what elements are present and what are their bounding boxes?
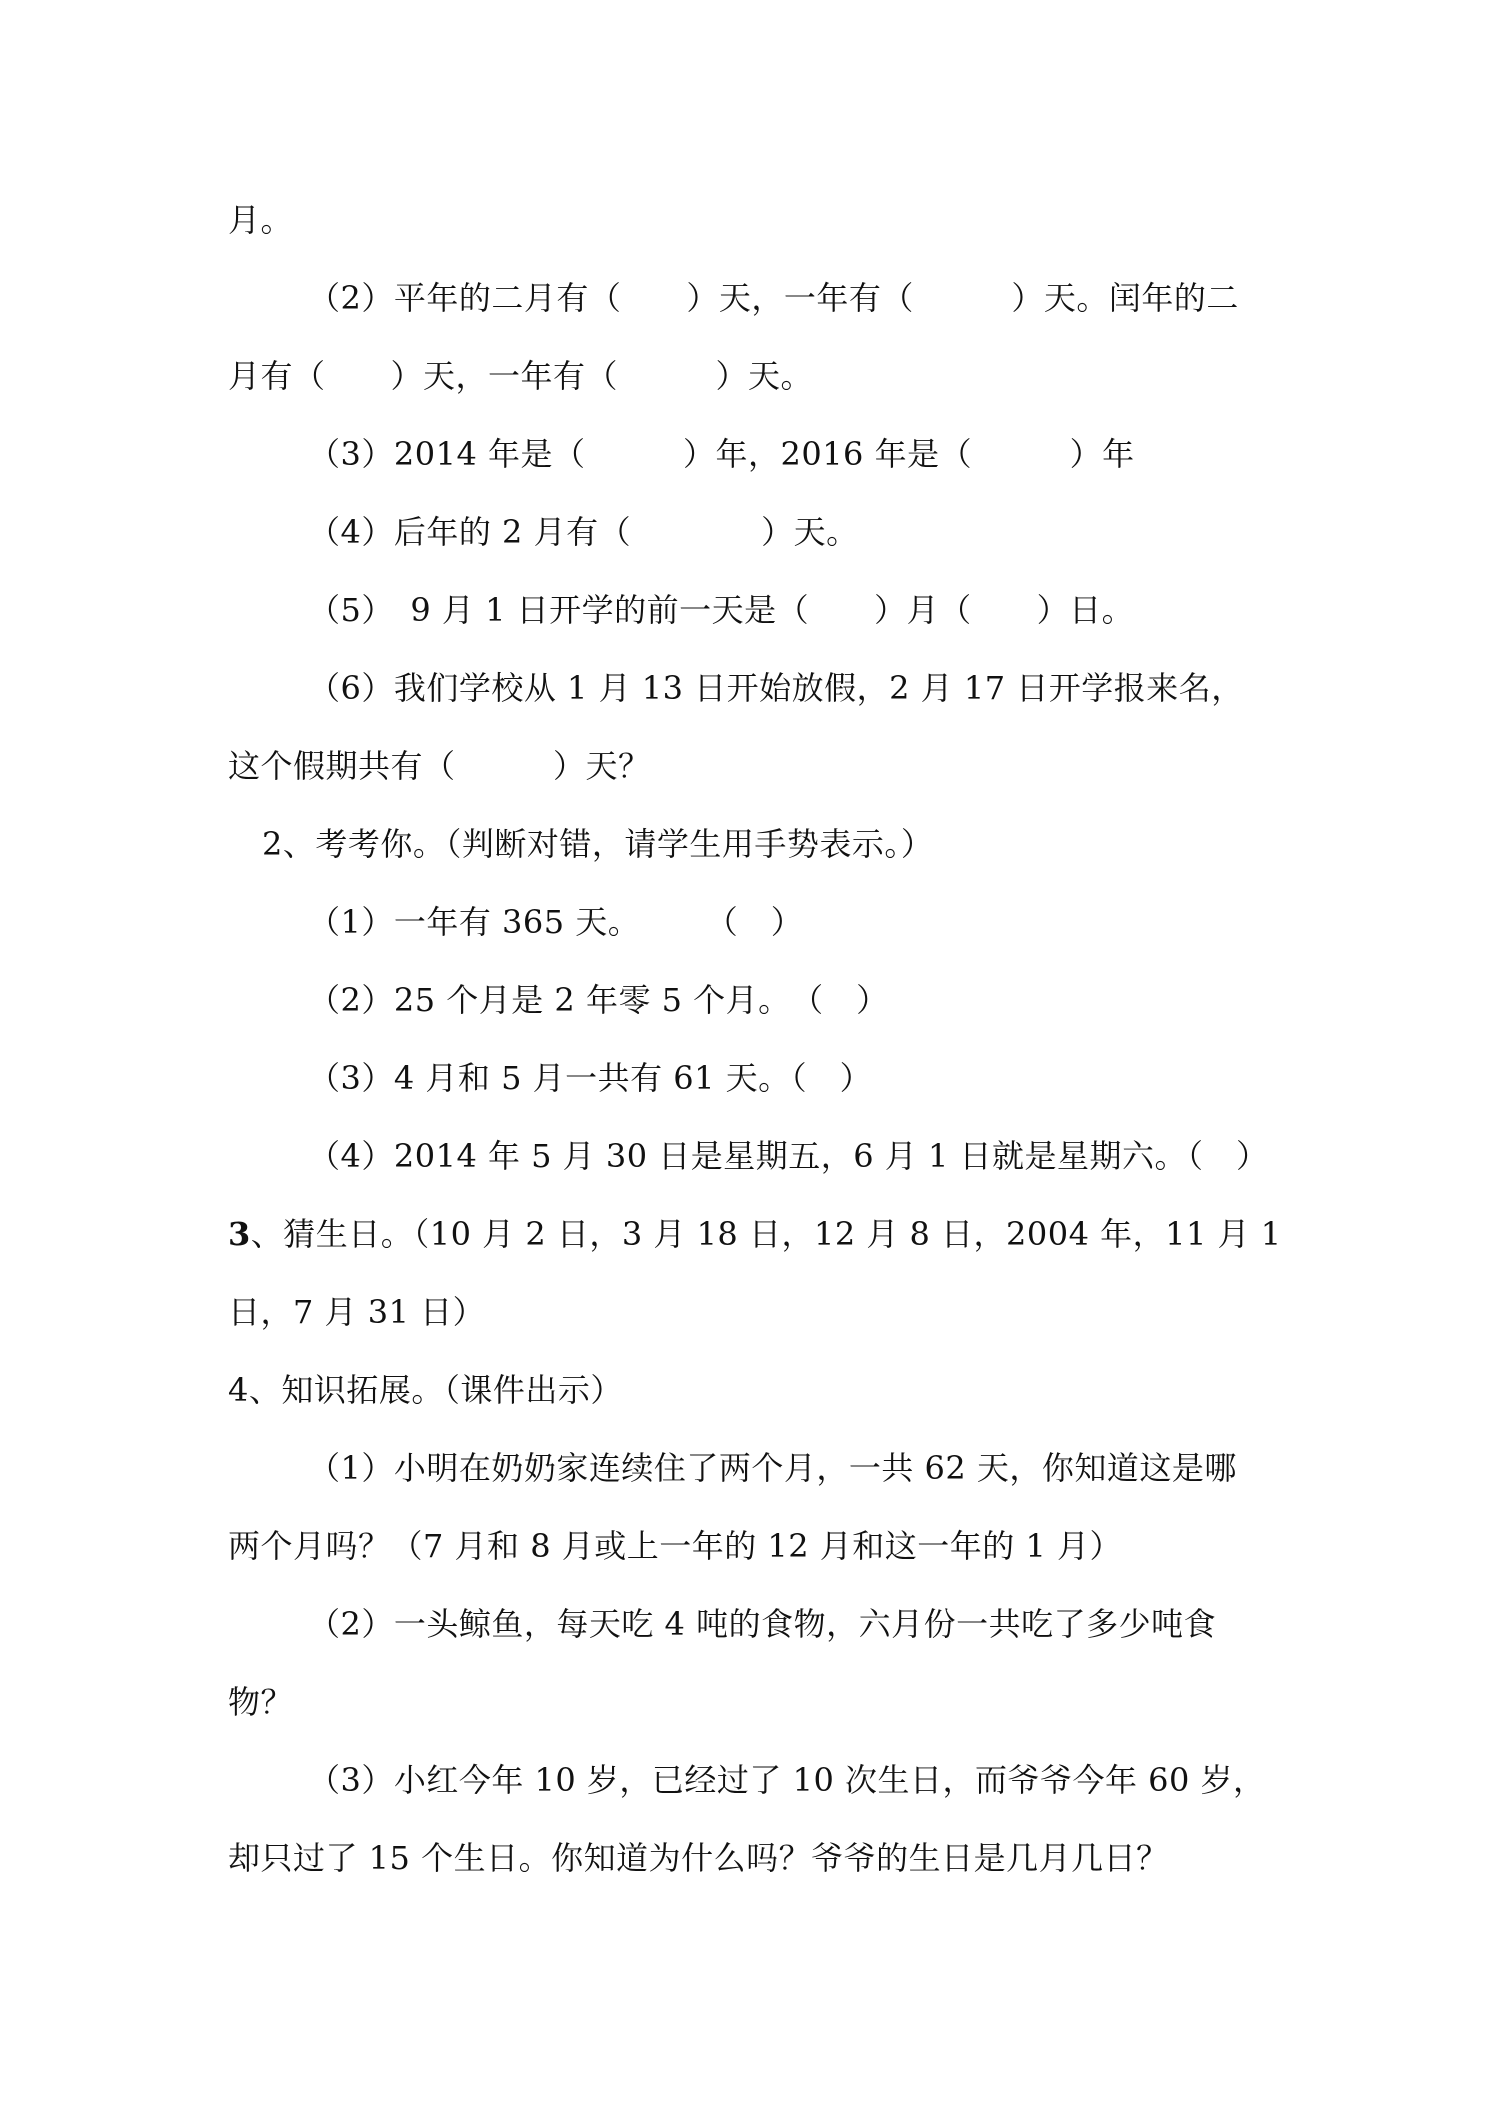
question-1-2-line-2: 月有（ ）天，一年有（ ）天。: [228, 357, 814, 395]
section-4-heading: 4、知识拓展。（课件出示）: [228, 1371, 623, 1409]
question-1-6-line-2: 这个假期共有（ ）天？: [228, 747, 651, 785]
section-2-heading: 2、考考你。（判断对错，请学生用手势表示。）: [262, 825, 934, 863]
text-line-month-end: 月。: [228, 201, 294, 239]
question-4-2-line-2: 物？: [228, 1683, 294, 1721]
question-1-4: （4）后年的 2 月有（ ）天。: [308, 513, 859, 551]
question-1-2-line-1: （2）平年的二月有（ ）天，一年有（ ）天。闰年的二: [308, 279, 1239, 317]
question-2-1: （1）一年有 365 天。 （ ）: [308, 903, 804, 941]
section-3-heading-line-2: 日，7 月 31 日）: [228, 1293, 486, 1331]
section-3-text: 、猜生日。（10 月 2 日，3 月 18 日，12 月 8 日，2004 年，11 月 1: [250, 1215, 1282, 1253]
question-2-2: （2）25 个月是 2 年零 5 个月。 （ ）: [308, 981, 889, 1019]
question-2-4: （4）2014 年 5 月 30 日是星期五，6 月 1 日就是星期六。（ ）: [308, 1137, 1269, 1175]
question-1-3: （3）2014 年是（ ）年，2016 年是（ ）年: [308, 435, 1135, 473]
question-4-1-line-1: （1）小明在奶奶家连续住了两个月，一共 62 天，你知道这是哪: [308, 1449, 1237, 1487]
question-4-1-line-2: 两个月吗？（7 月和 8 月或上一年的 12 月和这一年的 1 月）: [228, 1527, 1123, 1565]
question-1-5: （5） 9 月 1 日开学的前一天是（ ）月（ ）日。: [308, 591, 1135, 629]
question-1-6-line-1: （6）我们学校从 1 月 13 日开始放假，2 月 17 日开学报来名，: [308, 669, 1244, 707]
question-4-3-line-1: （3）小红今年 10 岁，已经过了 10 次生日，而爷爷今年 60 岁，: [308, 1761, 1266, 1799]
question-4-3-line-2: 却只过了 15 个生日。你知道为什么吗？爷爷的生日是几月几日？: [228, 1839, 1169, 1877]
section-3-number: 3: [228, 1215, 251, 1253]
question-2-3: （3）4 月和 5 月一共有 61 天。（ ）: [308, 1059, 873, 1097]
question-4-2-line-1: （2）一头鲸鱼，每天吃 4 吨的食物，六月份一共吃了多少吨食: [308, 1605, 1217, 1643]
section-3-heading-line-1: [228, 1214, 1282, 1254]
